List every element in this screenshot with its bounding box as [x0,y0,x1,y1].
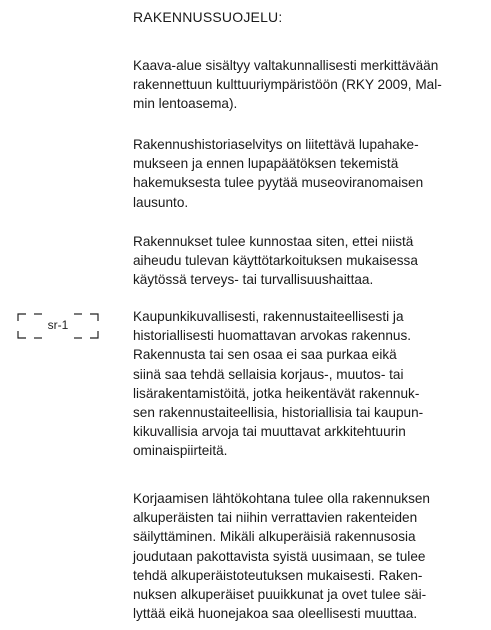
plan-marker-sr1 [17,313,99,339]
section-heading: RAKENNUSSUOJELU: [133,9,283,25]
paragraph-repair-principles: Korjaamisen lähtökohtana tulee olla rakennuksen alkuperäisten tai niihin verrattavien rakenteiden säilyttäminen. Mikäli alkuperäisiä rakennusosia joudutaan pakottavista syistä uusimaan, se tulee tehdä alkuperäistoteutuksen mukaisesti. Raken- nuksen alkuperäiset puuikkunat ja ovet tulee säi- lyttää eikä huonejakoa saa oleellisesti muuttaa. [133,491,430,622]
paragraph-renovation-safety: Rakennukset tulee kunnostaa siten, ettei niistä aiheudu tulevan käyttötarkoituksen mukaisessa käytössä terveys- tai turvallisuushaittaa. [133,234,418,288]
paragraph-sr1-protection: Kaupunkikuvallisesti, rakennustaiteellisesti ja historiallisesti huomattavan arvokas rakennus. Rakennusta tai sen osaa ei saa purkaa eikä siinä saa tehdä sellaisia korjaus-, muutos- tai lisärakentamistöitä, jotka heikentävät rakennuk- sen rakennustaiteellisia, historiallisia tai kaupun- kikuvallisia arvoja tai muuttavat arkkitehtuurin ominaispiirteitä. [133,309,424,459]
paragraph-building-history-survey: Rakennushistoriaselvitys on liitettävä lupahake- mukseen ja ennen lupapäätöksen tekemistä hakemuksesta tulee pyytää museoviranomaisen lausunto. [133,137,424,210]
paragraph-rky: Kaava-alue sisältyy valtakunnallisesti merkittävään rakennettuun kulttuuriympäristöön (RKY 2009, Mal- min lentoasema). [133,58,442,112]
marker-label: sr-1 [47,318,69,332]
